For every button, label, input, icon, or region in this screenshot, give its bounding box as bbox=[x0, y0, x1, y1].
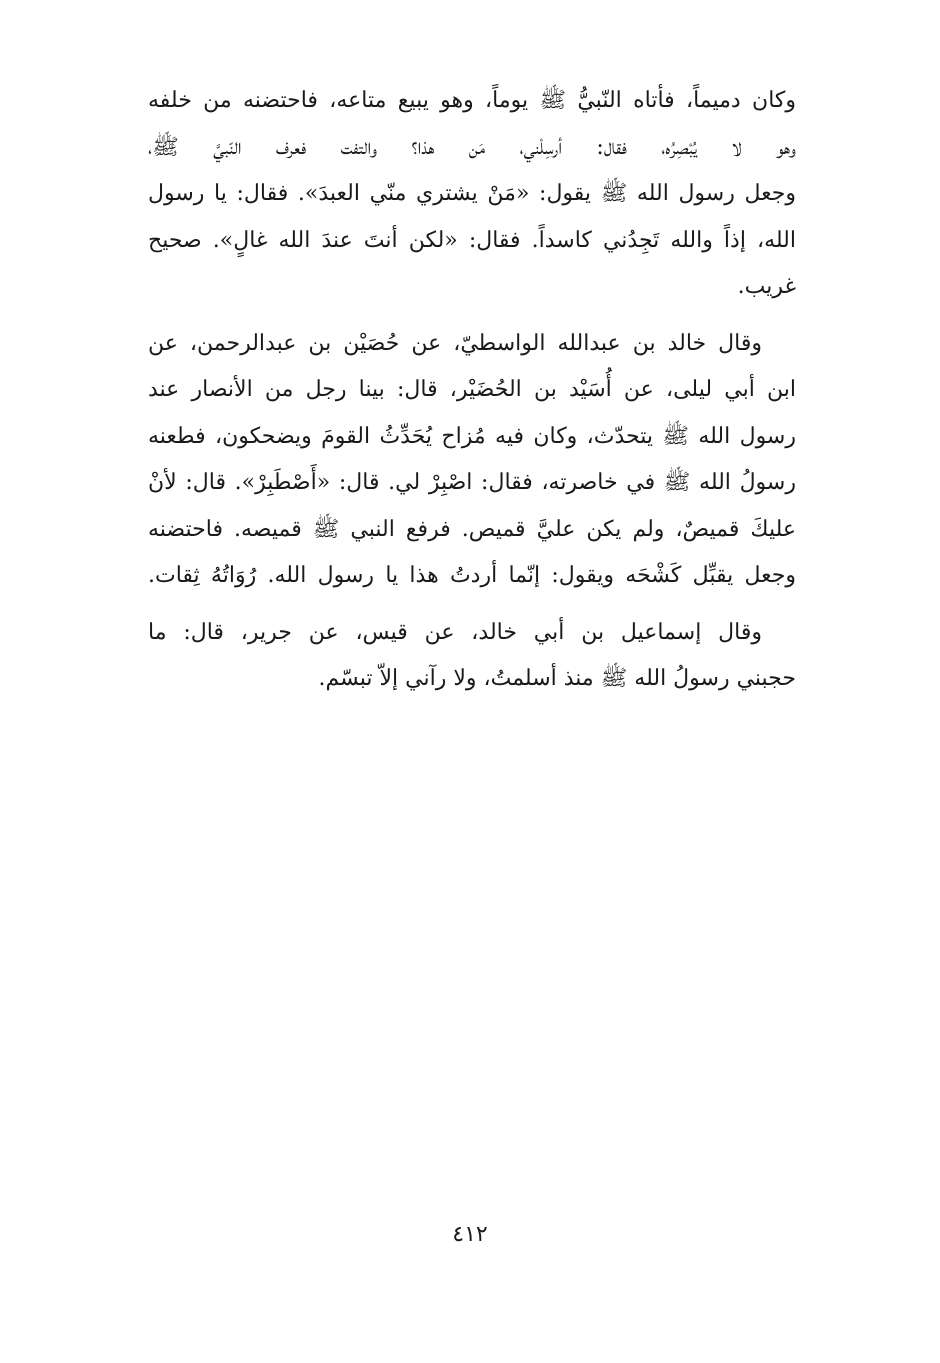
paragraph-3 bbox=[148, 610, 796, 703]
text-line: ابن أبي ليلى، عن أُسَيْد بن الحُضَيْر، قال: بينا رجل من الأنصار عند bbox=[148, 377, 796, 402]
text-line: وجعل يقبِّل كَشْحَه ويقول: إنّما أردتُ هذا يا رسول الله. رُوَاتُهُ ثِقات. bbox=[148, 563, 796, 588]
paragraph-2 bbox=[148, 321, 796, 600]
text-line: الله، إذاً والله تَجِدُني كاسداً. فقال: «لكن أنتَ عندَ الله غالٍ». صحيح bbox=[148, 227, 796, 253]
text-line: وقال خالد بن عبدالله الواسطيّ، عن حُصَيْن بن عبدالرحمن، عن bbox=[148, 330, 762, 356]
text-line: رسول الله ﷺ يتحدّث، وكان فيه مُزاح يُحَدِّثُ القومَ ويضحكون، فطعنه bbox=[148, 423, 796, 449]
text-line: عليكَ قميصٌ، ولم يكن عليَّ قميص. فرفع النبي ﷺ قميصه. فاحتضنه bbox=[148, 516, 796, 542]
text-line: وهو لا يُبْصِرُه، فقال: أرسِلْني، مَن هذا؟ والتفت فعرف النّبيَّ ﷺ، bbox=[148, 134, 796, 160]
text-line: حجبني رسولُ الله ﷺ منذ أسلمتُ، ولا رآني إلاّ تبسّم. bbox=[318, 666, 796, 691]
paragraph-1 bbox=[148, 78, 796, 311]
text-line: وجعل رسول الله ﷺ يقول: «مَنْ يشتري منّي العبدَ». فقال: يا رسول bbox=[148, 181, 796, 206]
body-text bbox=[148, 78, 796, 713]
page-number: ٤١٢ bbox=[452, 1222, 488, 1247]
text-line: وكان دميماً، فأتاه النّبيُّ ﷺ يوماً، وهو يبيع متاعه، فاحتضنه من خلفه bbox=[148, 88, 796, 113]
text-line: رسولُ الله ﷺ في خاصرته، فقال: اصْبِرْ لي. قال: «أَصْطَبِرْ». قال: لأنْ bbox=[148, 470, 796, 495]
text-line: غريب. bbox=[737, 274, 796, 299]
text-line: وقال إسماعيل بن أبي خالد، عن قيس، عن جرير، قال: ما bbox=[148, 619, 762, 645]
